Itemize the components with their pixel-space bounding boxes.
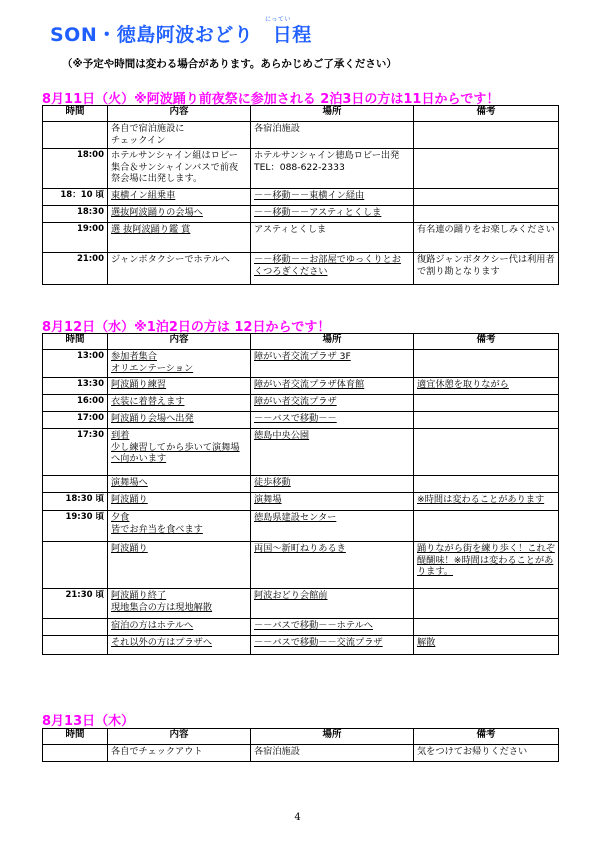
day2-heading: 8月12日（水）※1泊2日の方は 12日からです！ — [42, 320, 331, 335]
place-cell: －－移動－－お部屋でゆっくりとおくつろぎください — [251, 253, 414, 285]
table-row — [43, 493, 559, 511]
place-cell: 徳島中央公園 — [251, 429, 414, 476]
day1-heading: 8月11日（火）※阿波踊り前夜祭に参加される 2泊3日の方は11日からです！ — [42, 92, 500, 107]
table-header-row — [43, 334, 559, 350]
place-cell: ホテルサンシャイン徳島ロビー出発 TEL：088-622-2333 — [251, 149, 414, 189]
note-cell — [414, 189, 559, 206]
place-cell: 演舞場 — [251, 493, 414, 511]
note-cell: 気をつけてお帰りください — [414, 745, 559, 762]
note-cell: 復路ジャンボタクシー代は利用者で割り勘となります — [414, 253, 559, 285]
table-row — [43, 636, 559, 655]
content-cell: ホテルサンシャイン組はロビー集合＆サンシャインバスで前夜祭会場に出発します。 — [108, 149, 251, 189]
time-cell: 18:30 — [43, 206, 108, 223]
time-cell: 21:30 頃 — [43, 589, 108, 619]
note-cell — [414, 619, 559, 636]
content-cell: 選 抜阿波踊り鑑 賞 — [108, 223, 251, 253]
header-content: 内容 — [108, 334, 251, 350]
header-time: 時間 — [43, 106, 108, 122]
note-cell — [414, 412, 559, 429]
note-cell — [414, 589, 559, 619]
day3-table — [42, 728, 559, 762]
table-row — [43, 395, 559, 412]
content-cell: ジャンボタクシーでホテルへ — [108, 253, 251, 285]
note-cell — [414, 350, 559, 378]
table-row — [43, 589, 559, 619]
note-cell: 有名連の踊りをお楽しみください — [414, 223, 559, 253]
header-note: 備考 — [414, 729, 559, 745]
content-cell: 阿波踊り終了 現地集合の方は現地解散 — [108, 589, 251, 619]
schedule-note: （※予定や時間は変わる場合があります。あらかじめご了承ください） — [62, 58, 397, 70]
content-cell: 阿波踊り — [108, 542, 251, 589]
table-row — [43, 149, 559, 189]
page-number: 4 — [294, 812, 301, 823]
time-cell — [43, 542, 108, 589]
content-cell: それ以外の方はプラザへ — [108, 636, 251, 655]
place-cell: 徳島県建設センター — [251, 511, 414, 542]
content-cell: 阿波踊り — [108, 493, 251, 511]
day1-table — [42, 105, 559, 285]
table-row — [43, 253, 559, 285]
header-time: 時間 — [43, 729, 108, 745]
content-cell: 各自で宿泊施設に チェックイン — [108, 122, 251, 149]
time-cell: 16:00 — [43, 395, 108, 412]
content-cell: 到着 少し練習してから歩いて演舞場へ向かいます — [108, 429, 251, 476]
time-cell: 17:00 — [43, 412, 108, 429]
header-place: 場所 — [251, 729, 414, 745]
table-row — [43, 511, 559, 542]
time-cell: 19:30 頃 — [43, 511, 108, 542]
header-place: 場所 — [251, 106, 414, 122]
note-cell — [414, 511, 559, 542]
time-cell: 19:00 — [43, 223, 108, 253]
table-row — [43, 206, 559, 223]
header-content: 内容 — [108, 106, 251, 122]
place-cell: －－移動－－東横イン経由 — [251, 189, 414, 206]
note-cell — [414, 149, 559, 189]
content-cell: 各自でチェックアウト — [108, 745, 251, 762]
note-cell: 踊りながら街を練り歩く！これぞ醍醐味！※時間は変わることがあります。 — [414, 542, 559, 589]
place-cell: －－バスで移動－－ — [251, 412, 414, 429]
note-cell: ※時間は変わることがあります — [414, 493, 559, 511]
header-note: 備考 — [414, 334, 559, 350]
table-row — [43, 350, 559, 378]
content-cell: 選抜阿波踊りの会場へ — [108, 206, 251, 223]
content-cell: 宿泊の方はホテルへ — [108, 619, 251, 636]
note-cell — [414, 122, 559, 149]
place-cell: 徒歩移動 — [251, 476, 414, 493]
content-cell: 東横イン組乗車 — [108, 189, 251, 206]
place-cell: 障がい者交流プラザ 3F — [251, 350, 414, 378]
content-cell: 阿波踊り会場へ出発 — [108, 412, 251, 429]
content-cell: 夕食 皆でお弁当を食べます — [108, 511, 251, 542]
table-row — [43, 476, 559, 493]
table-row — [43, 745, 559, 762]
table-row — [43, 542, 559, 589]
table-row — [43, 412, 559, 429]
table-row — [43, 223, 559, 253]
time-cell: 13:30 — [43, 378, 108, 395]
note-cell: 解散 — [414, 636, 559, 655]
table-row — [43, 619, 559, 636]
place-cell: 障がい者交流プラザ — [251, 395, 414, 412]
time-cell: 17:30 — [43, 429, 108, 476]
note-cell — [414, 476, 559, 493]
content-cell: 演舞場へ — [108, 476, 251, 493]
time-cell: 18：10 頃 — [43, 189, 108, 206]
table-row — [43, 189, 559, 206]
header-note: 備考 — [414, 106, 559, 122]
day2-table — [42, 333, 559, 655]
table-row — [43, 429, 559, 476]
table-header-row — [43, 729, 559, 745]
place-cell: －－バスで移動－－ホテルへ — [251, 619, 414, 636]
place-cell: －－移動－－アスティとくしま — [251, 206, 414, 223]
time-cell — [43, 636, 108, 655]
header-content: 内容 — [108, 729, 251, 745]
page-title: SON・徳島阿波おどり 日程 にってい — [50, 16, 312, 46]
time-cell — [43, 619, 108, 636]
place-cell: 両国～新町ねりあるき — [251, 542, 414, 589]
note-cell — [414, 429, 559, 476]
table-header-row — [43, 106, 559, 122]
place-cell: －－バスで移動－－交流プラザ — [251, 636, 414, 655]
note-cell — [414, 206, 559, 223]
time-cell — [43, 745, 108, 762]
title-ruby: にってい — [265, 16, 291, 23]
content-cell: 衣装に着替えます — [108, 395, 251, 412]
content-cell: 参加者集合 オリエンテーション — [108, 350, 251, 378]
time-cell — [43, 476, 108, 493]
place-cell: 各宿泊施設 — [251, 122, 414, 149]
header-time: 時間 — [43, 334, 108, 350]
note-cell — [414, 395, 559, 412]
place-cell: 各宿泊施設 — [251, 745, 414, 762]
time-cell: 21:00 — [43, 253, 108, 285]
table-row — [43, 378, 559, 395]
header-place: 場所 — [251, 334, 414, 350]
time-cell: 18:30 頃 — [43, 493, 108, 511]
time-cell: 18:00 — [43, 149, 108, 189]
time-cell — [43, 122, 108, 149]
place-cell: 阿波おどり会館前 — [251, 589, 414, 619]
time-cell: 13:00 — [43, 350, 108, 378]
note-cell: 適宜休憩を取りながら — [414, 378, 559, 395]
place-cell: アスティとくしま — [251, 223, 414, 253]
place-cell: 障がい者交流プラザ体育館 — [251, 378, 414, 395]
content-cell: 阿波踊り練習 — [108, 378, 251, 395]
day3-heading: 8月13日（木） — [42, 714, 135, 729]
table-row — [43, 122, 559, 149]
